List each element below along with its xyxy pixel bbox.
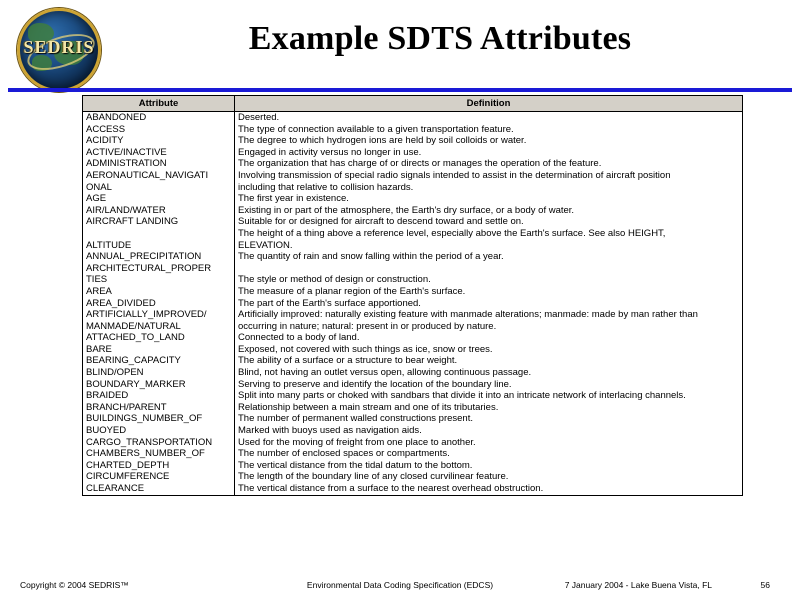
attribute-definition-cell: Exposed, not covered with such things as ice, snow or trees. bbox=[235, 344, 743, 356]
attribute-definition-cell: ELEVATION. bbox=[235, 240, 743, 252]
table-row bbox=[83, 321, 743, 333]
column-header-attribute: Attribute bbox=[83, 96, 235, 112]
attribute-name-cell: BLIND/OPEN bbox=[83, 367, 235, 379]
attribute-definition-cell: The degree to which hydrogen ions are held by soil colloids or water. bbox=[235, 135, 743, 147]
table-row bbox=[83, 251, 743, 263]
attribute-name-cell: BEARING_CAPACITY bbox=[83, 355, 235, 367]
attribute-definition-cell bbox=[235, 263, 743, 275]
table-row bbox=[83, 263, 743, 275]
attribute-definition-cell: The ability of a surface or a structure to bear weight. bbox=[235, 355, 743, 367]
attribute-name-cell: ABANDONED bbox=[83, 112, 235, 124]
attribute-definition-cell: Involving transmission of special radio signals intended to assist in the determination of aircraft position bbox=[235, 170, 743, 182]
attribute-definition-cell: The quantity of rain and snow falling within the period of a year. bbox=[235, 251, 743, 263]
attribute-name-cell: BUOYED bbox=[83, 425, 235, 437]
attribute-definition-cell: Relationship between a main stream and one of its tributaries. bbox=[235, 402, 743, 414]
attribute-definition-cell: The measure of a planar region of the Earth's surface. bbox=[235, 286, 743, 298]
table-row bbox=[83, 355, 743, 367]
attribute-name-cell bbox=[83, 228, 235, 240]
table-row bbox=[83, 460, 743, 472]
attribute-name-cell: CIRCUMFERENCE bbox=[83, 471, 235, 483]
attribute-definition-cell: Marked with buoys used as navigation aids. bbox=[235, 425, 743, 437]
table-row bbox=[83, 182, 743, 194]
table-row bbox=[83, 437, 743, 449]
page-title: Example SDTS Attributes bbox=[248, 20, 632, 57]
attribute-definition-cell: The height of a thing above a reference level, especially above the Earth's surface. See also HEIGHT, bbox=[235, 228, 743, 240]
attribute-definition-cell: The part of the Earth's surface apportioned. bbox=[235, 298, 743, 310]
table-row bbox=[83, 240, 743, 252]
attribute-definition-cell: Engaged in activity versus no longer in use. bbox=[235, 147, 743, 159]
table-row bbox=[83, 309, 743, 321]
attribute-definition-cell: Used for the moving of freight from one place to another. bbox=[235, 437, 743, 449]
attribute-definition-cell: Split into many parts or choked with sandbars that divide it into an intricate network of interlacing channels. bbox=[235, 390, 743, 402]
attribute-name-cell: CLEARANCE bbox=[83, 483, 235, 495]
table-header-row bbox=[83, 96, 743, 112]
attribute-name-cell: ALTITUDE bbox=[83, 240, 235, 252]
table-row bbox=[83, 286, 743, 298]
sedris-logo bbox=[17, 8, 101, 92]
table-row bbox=[83, 471, 743, 483]
attribute-name-cell: AREA_DIVIDED bbox=[83, 298, 235, 310]
attribute-definition-cell: Existing in or part of the atmosphere, the Earth's dry surface, or a body of water. bbox=[235, 205, 743, 217]
attribute-name-cell: CHARTED_DEPTH bbox=[83, 460, 235, 472]
attribute-name-cell: AIRCRAFT LANDING bbox=[83, 216, 235, 228]
attribute-name-cell: CHAMBERS_NUMBER_OF bbox=[83, 448, 235, 460]
table-row bbox=[83, 332, 743, 344]
attribute-definition-cell: The number of enclosed spaces or compartments. bbox=[235, 448, 743, 460]
table-row bbox=[83, 390, 743, 402]
table-row bbox=[83, 298, 743, 310]
attribute-name-cell: BRANCH/PARENT bbox=[83, 402, 235, 414]
footer-copyright: Copyright © 2004 SEDRIS™ bbox=[20, 580, 129, 590]
attribute-name-cell: ACIDITY bbox=[83, 135, 235, 147]
column-header-definition: Definition bbox=[235, 96, 743, 112]
attribute-name-cell: ACTIVE/INACTIVE bbox=[83, 147, 235, 159]
attributes-table-body bbox=[83, 112, 743, 496]
attribute-definition-cell: The organization that has charge of or directs or manages the operation of the feature. bbox=[235, 158, 743, 170]
attribute-definition-cell: The vertical distance from the tidal datum to the bottom. bbox=[235, 460, 743, 472]
attribute-name-cell: BRAIDED bbox=[83, 390, 235, 402]
attribute-definition-cell: The number of permanent walled constructions present. bbox=[235, 413, 743, 425]
attribute-definition-cell: The style or method of design or construction. bbox=[235, 274, 743, 286]
attributes-table-container bbox=[82, 95, 742, 496]
table-row bbox=[83, 367, 743, 379]
table-row bbox=[83, 147, 743, 159]
attribute-name-cell: ARTIFICIALLY_IMPROVED/ bbox=[83, 309, 235, 321]
table-row bbox=[83, 158, 743, 170]
attribute-definition-cell: The vertical distance from a surface to the nearest overhead obstruction. bbox=[235, 483, 743, 495]
table-row bbox=[83, 170, 743, 182]
attribute-definition-cell: Suitable for or designed for aircraft to descend toward and settle on. bbox=[235, 216, 743, 228]
attribute-name-cell: BOUNDARY_MARKER bbox=[83, 379, 235, 391]
attribute-name-cell: AERONAUTICAL_NAVIGATI bbox=[83, 170, 235, 182]
attribute-name-cell: AREA bbox=[83, 286, 235, 298]
title-divider bbox=[8, 88, 792, 92]
attribute-name-cell: BUILDINGS_NUMBER_OF bbox=[83, 413, 235, 425]
table-row bbox=[83, 124, 743, 136]
table-row bbox=[83, 413, 743, 425]
footer-document-title: Environmental Data Coding Specification (EDCS) bbox=[306, 580, 494, 590]
logo-wordmark: SEDRIS bbox=[23, 37, 95, 57]
attribute-name-cell: BARE bbox=[83, 344, 235, 356]
slide-footer bbox=[0, 576, 800, 600]
attribute-definition-cell: The first year in existence. bbox=[235, 193, 743, 205]
attribute-name-cell: ANNUAL_PRECIPITATION bbox=[83, 251, 235, 263]
attribute-definition-cell: occurring in nature; natural: present in or produced by nature. bbox=[235, 321, 743, 333]
attribute-definition-cell: Artificially improved: naturally existing feature with manmade alterations; manmade: made by man rather than bbox=[235, 309, 743, 321]
footer-event-date: 7 January 2004 - Lake Buena Vista, FL bbox=[564, 580, 712, 590]
table-row bbox=[83, 402, 743, 414]
attribute-name-cell: MANMADE/NATURAL bbox=[83, 321, 235, 333]
table-row bbox=[83, 193, 743, 205]
table-row bbox=[83, 205, 743, 217]
attribute-name-cell: CARGO_TRANSPORTATION bbox=[83, 437, 235, 449]
table-row bbox=[83, 344, 743, 356]
attribute-definition-cell: Blind, not having an outlet versus open, allowing continuous passage. bbox=[235, 367, 743, 379]
table-row bbox=[83, 135, 743, 147]
attribute-definition-cell: Deserted. bbox=[235, 112, 743, 124]
slide-header bbox=[0, 0, 800, 90]
attribute-definition-cell: The length of the boundary line of any closed curvilinear feature. bbox=[235, 471, 743, 483]
table-row bbox=[83, 274, 743, 286]
attributes-table bbox=[82, 95, 743, 496]
attribute-name-cell: TIES bbox=[83, 274, 235, 286]
table-row bbox=[83, 425, 743, 437]
table-row bbox=[83, 112, 743, 124]
attribute-name-cell: AIR/LAND/WATER bbox=[83, 205, 235, 217]
table-row bbox=[83, 216, 743, 228]
table-row bbox=[83, 228, 743, 240]
attribute-definition-cell: Connected to a body of land. bbox=[235, 332, 743, 344]
attribute-name-cell: ATTACHED_TO_LAND bbox=[83, 332, 235, 344]
attribute-name-cell: AGE bbox=[83, 193, 235, 205]
attribute-definition-cell: including that relative to collision hazards. bbox=[235, 182, 743, 194]
attribute-name-cell: ARCHITECTURAL_PROPER bbox=[83, 263, 235, 275]
attribute-definition-cell: Serving to preserve and identify the location of the boundary line. bbox=[235, 379, 743, 391]
table-row bbox=[83, 483, 743, 495]
table-row bbox=[83, 379, 743, 391]
attribute-definition-cell: The type of connection available to a given transportation feature. bbox=[235, 124, 743, 136]
footer-page-number: 56 bbox=[760, 580, 770, 590]
attribute-name-cell: ONAL bbox=[83, 182, 235, 194]
attribute-name-cell: ADMINISTRATION bbox=[83, 158, 235, 170]
attribute-name-cell: ACCESS bbox=[83, 124, 235, 136]
table-row bbox=[83, 448, 743, 460]
